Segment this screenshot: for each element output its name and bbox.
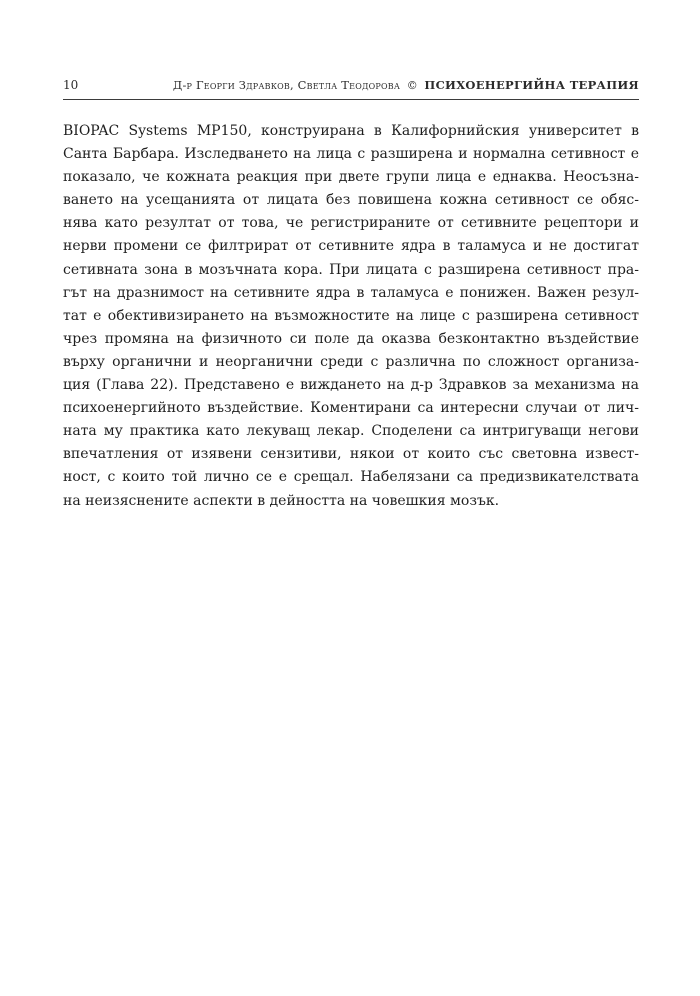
- text-line: психоенергийното въздействие. Коментирани са интересни случаи от лич-: [63, 400, 639, 417]
- text-line: BIOPAC Systems MP150, конструирана в Калифорнийския университет в: [63, 123, 639, 139]
- text-line: ването на усещанията от лицата без повишена кожна сетивност се обяс-: [63, 192, 639, 209]
- header-rule: [63, 99, 639, 100]
- running-head-authors: Д-р Георги Здравков, Светла Теодорова: [172, 78, 401, 92]
- text-line: тат е обективизирането на възможностите на лице с разширена сетивност: [63, 307, 639, 324]
- text-line: гът на дразнимост на сетивните ядра в таламуса е понижен. Важен резул-: [63, 284, 639, 301]
- text-line: ция (Глава 22). Представено е виждането на д-р Здравков за механизма на: [63, 377, 639, 394]
- text-line: Санта Барбара. Изследването на лица с разширена и нормална сетивност е: [63, 146, 639, 163]
- copyright-symbol: ©: [406, 79, 418, 92]
- text-line: върху органични и неорганични среди с различна по сложност организа-: [63, 353, 639, 370]
- running-head: [173, 78, 639, 92]
- page-header: [63, 76, 639, 98]
- text-line: чрез промяна на физичното си поле да оказва безконтактно въздействие: [63, 330, 639, 347]
- text-line: показало, че кожната реакция при двете групи лица е еднаква. Неосъзна-: [63, 169, 639, 186]
- running-head-book-title: ПСИХОЕНЕРГИЙНА ТЕРАПИЯ: [424, 78, 639, 92]
- text-line: сетивната зона в мозъчната кора. При лицата с разширена сетивност пра-: [63, 261, 639, 278]
- page-number: 10: [63, 78, 79, 92]
- text-line: впечатления от изявени сензитиви, някои от които със световна извест-: [63, 446, 639, 463]
- body-paragraph: [63, 120, 639, 513]
- text-line: ност, с които той лично се е срещал. Набелязани са предизвикателствата: [63, 469, 639, 486]
- text-line: ната му практика като лекуващ лекар. Споделени са интригуващи негови: [63, 423, 639, 440]
- text-line: нерви промени се филтрират от сетивните ядра в таламуса и не достигат: [63, 238, 639, 255]
- text-line: на неизяснените аспекти в дейността на човешкия мозък.: [63, 492, 500, 509]
- text-line: нява като резултат от това, че регистрираните от сетивните рецептори и: [63, 215, 639, 232]
